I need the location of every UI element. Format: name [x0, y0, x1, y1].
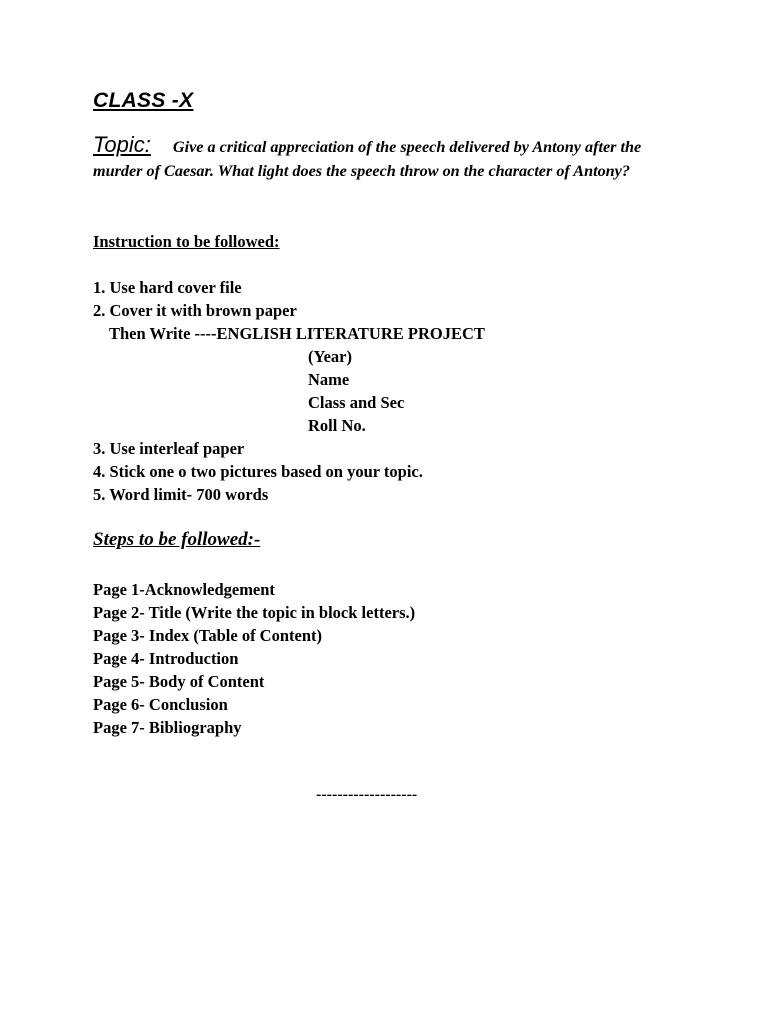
instruction-item: 5. Word limit- 700 words [93, 485, 269, 504]
steps-heading: Steps to be followed:- [93, 529, 261, 550]
step-item: Page 2- Title (Write the topic in block letters.) [93, 603, 416, 622]
step-item: Page 3- Index (Table of Content) [93, 626, 323, 645]
instruction-item: 4. Stick one o two pictures based on your topic. [93, 462, 423, 481]
instruction-item: 2. Cover it with brown paper [93, 301, 297, 320]
label-field-item: (Year) [308, 347, 352, 366]
instruction-item: 1. Use hard cover file [93, 278, 242, 297]
step-item: Page 4- Introduction [93, 649, 239, 668]
step-item: Page 7- Bibliography [93, 718, 242, 737]
step-item: Page 5- Body of Content [93, 672, 265, 691]
topic-text: Give a critical appreciation of the speech delivered by Antony after the murder of Caesar. What light does the speech throw on the character of Antony? [93, 138, 642, 180]
instruction-item: 3. Use interleaf paper [93, 439, 245, 458]
step-item: Page 1-Acknowledgement [93, 580, 275, 599]
instructions-heading: Instruction to be followed: [93, 232, 280, 251]
instruction-item: Then Write ----ENGLISH LITERATURE PROJECT [109, 324, 485, 343]
footer-divider: ------------------- [316, 786, 418, 803]
label-field-item: Class and Sec [308, 393, 405, 412]
topic-label: Topic: [93, 132, 151, 157]
label-field-item: Roll No. [308, 416, 366, 435]
topic-paragraph [93, 133, 693, 183]
label-field-item: Name [308, 370, 350, 389]
step-item: Page 6- Conclusion [93, 695, 228, 714]
class-heading: CLASS -X [93, 89, 194, 112]
